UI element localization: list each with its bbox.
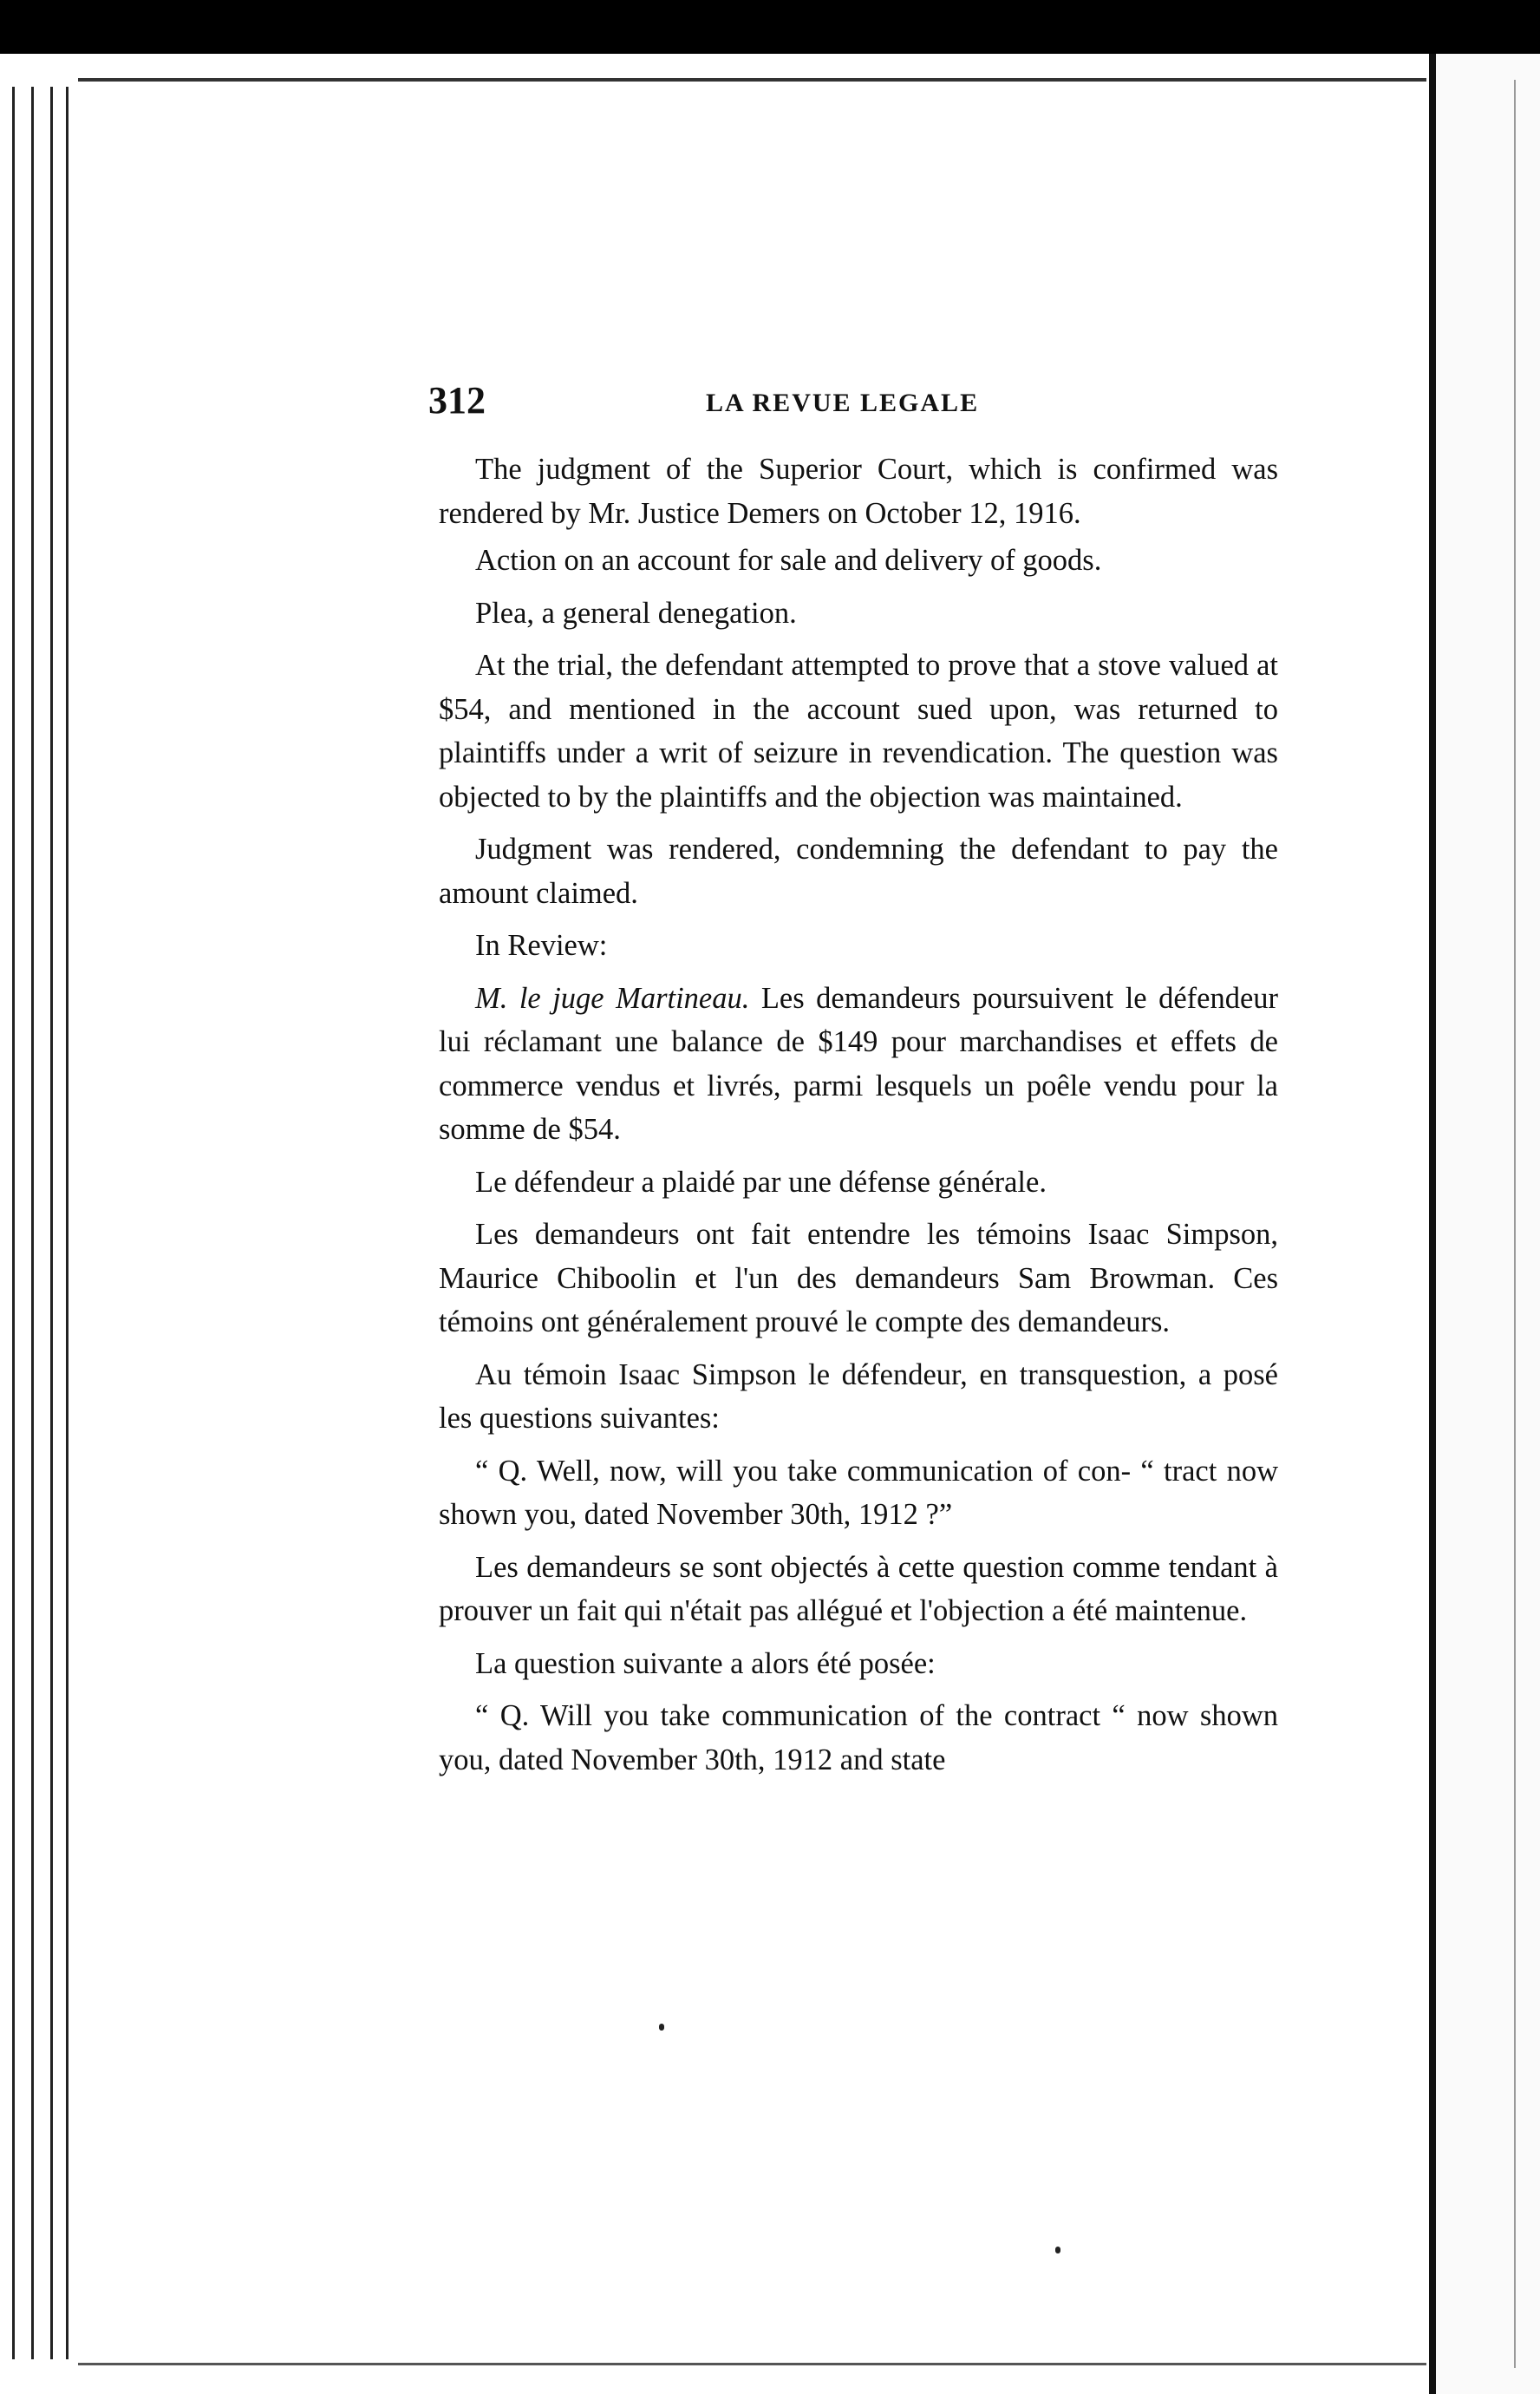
paragraph: La question suivante a alors été posée: bbox=[475, 1646, 936, 1680]
quote-block: “ Q. Well, now, will you take communication of con- “ tract now shown you, dated November 30th, 1912 ?” bbox=[439, 1454, 1278, 1531]
scan-speck bbox=[1055, 2247, 1060, 2253]
page-header bbox=[428, 378, 1287, 422]
gutter-shadow bbox=[1429, 54, 1436, 2394]
paragraph: In Review: bbox=[475, 929, 608, 962]
quote-block: “ Q. Will you take communication of the contract “ now shown you, dated November 30th, 1912 and state bbox=[439, 1699, 1278, 1776]
book-page-edges bbox=[0, 87, 87, 2359]
judge-name: M. le juge Martineau. bbox=[475, 981, 750, 1015]
paragraph: Judgment was rendered, condemning the defendant to pay the amount claimed. bbox=[439, 833, 1278, 910]
judge-paragraph bbox=[439, 977, 1278, 1152]
paragraph: At the trial, the defendant attempted to prove that a stove valued at $54, and mentioned in the account sued upon, was returned to plaintiffs under a writ of seizure in revendication. The question was objected to by the plaintiffs and the objection was maintained. bbox=[439, 649, 1278, 814]
body-text bbox=[439, 448, 1278, 1790]
judge-text: Les demandeurs poursuivent le défendeur lui réclamant une balance de $149 pour marchandises et effets de commerce vendus et livrés, parmi lesquels un poêle vendu pour la somme de $54. bbox=[439, 981, 1278, 1146]
paragraph: Plea, a general denegation. bbox=[475, 596, 797, 630]
paragraph: Le défendeur a plaidé par une défense générale. bbox=[475, 1165, 1047, 1199]
paragraph: Action on an account for sale and delivery of goods. bbox=[475, 544, 1102, 577]
paragraph: The judgment of the Superior Court, which is confirmed was rendered by Mr. Justice Demers on October 12, 1916. bbox=[439, 453, 1278, 530]
paragraph: Au témoin Isaac Simpson le défendeur, en transquestion, a posé les questions suivantes: bbox=[439, 1357, 1278, 1435]
running-title: LA REVUE LEGALE bbox=[706, 389, 980, 417]
paragraph: Les demandeurs se sont objectés à cette question comme tendant à prouver un fait qui n'était pas allégué et l'objection a été maintenue. bbox=[439, 1550, 1278, 1627]
page-number: 312 bbox=[428, 379, 486, 422]
scan-speck bbox=[659, 2024, 664, 2031]
scan-top-border bbox=[0, 0, 1540, 54]
paragraph: Les demandeurs ont fait entendre les témoins Isaac Simpson, Maurice Chiboolin et l'un des demandeurs Sam Browman. Ces témoins ont généralement prouvé le compte des demandeurs. bbox=[439, 1218, 1278, 1338]
facing-page-edge bbox=[1436, 54, 1540, 2394]
